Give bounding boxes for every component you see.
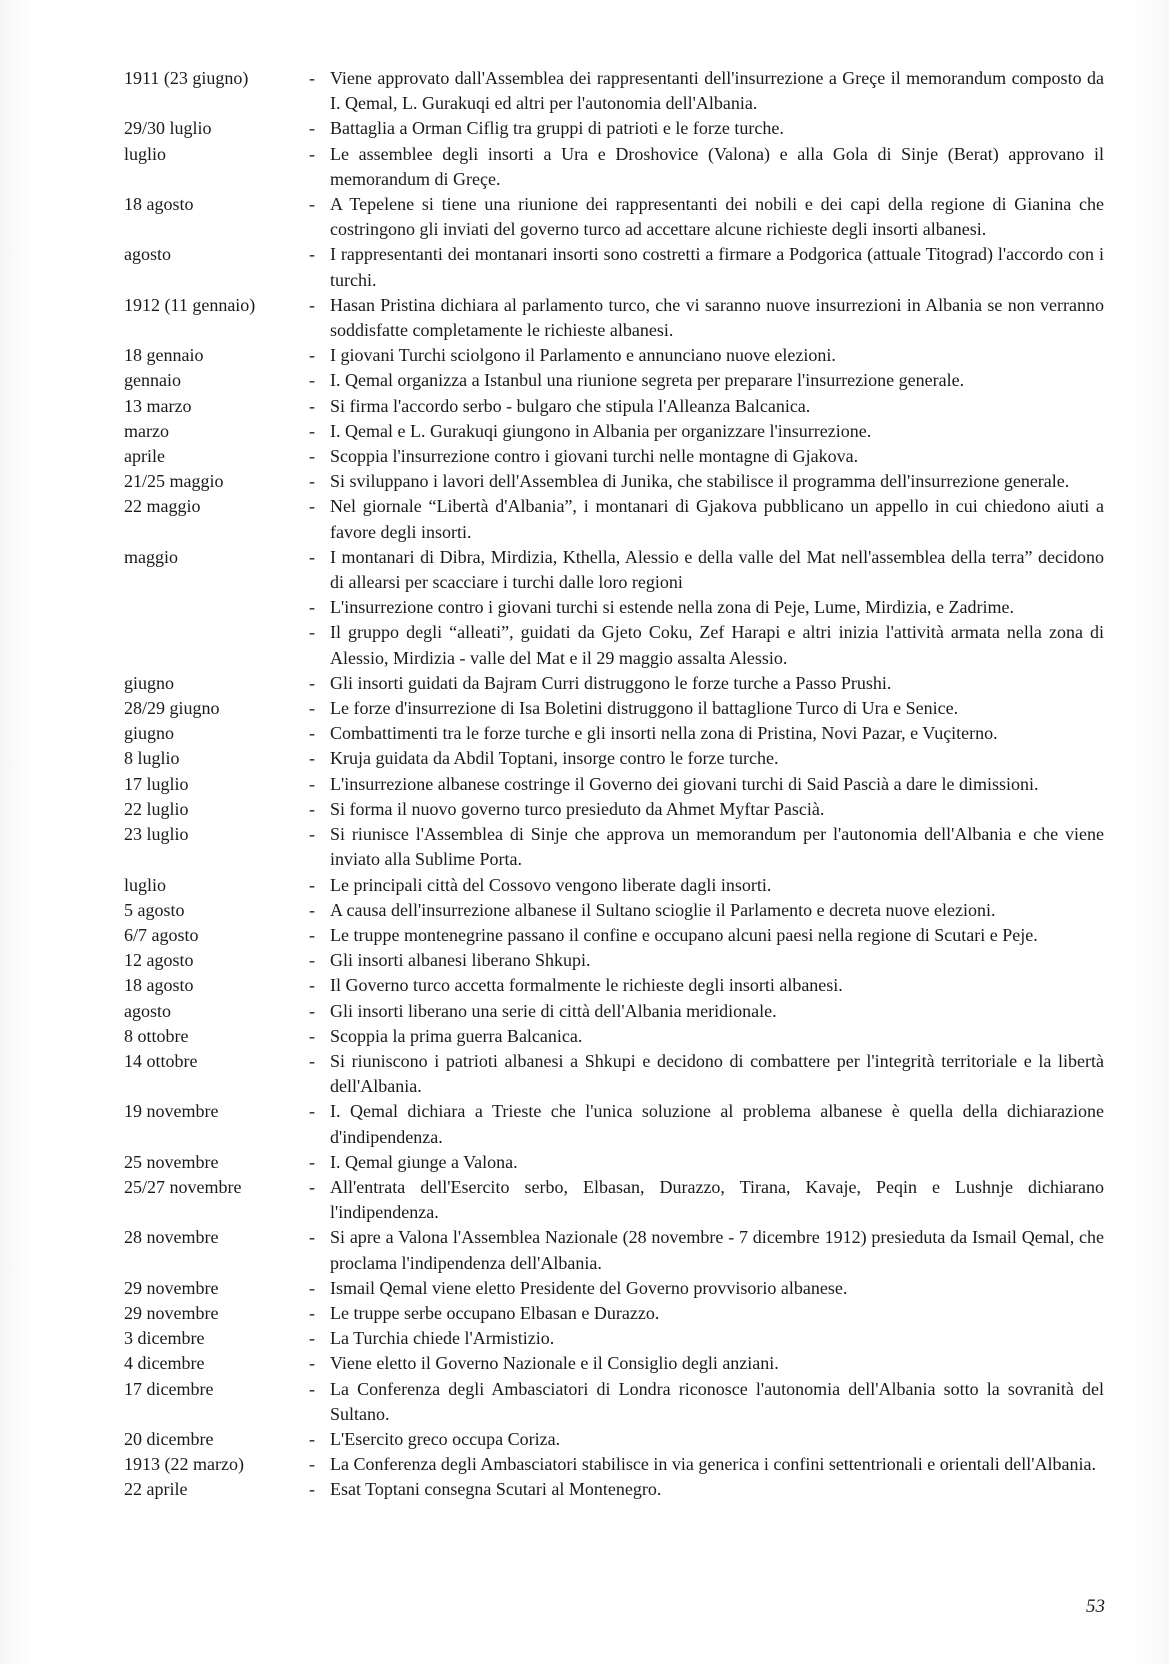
entry-text: Si riunisce l'Assemblea di Sinje che approva un memorandum per l'autonomia dell'Albania e che viene inviato alla Sublime Porta. xyxy=(330,824,1104,870)
timeline-entry xyxy=(124,1024,1104,1049)
entry-text: Si firma l'accordo serbo - bulgaro che stipula l'Alleanza Balcanica. xyxy=(330,395,811,416)
timeline-entry xyxy=(124,1326,1104,1351)
entry-date: 8 luglio xyxy=(124,748,180,769)
entry-dash: - xyxy=(309,294,315,315)
entry-dash: - xyxy=(309,345,315,366)
entry-dash: - xyxy=(309,118,315,139)
entry-text: Si riuniscono i patrioti albanesi a Shkupi e decidono di combattere per l'integrità territoriale e la libertà dell'Albania. xyxy=(330,1050,1104,1097)
entry-text: Le truppe montenegrine passano il confine e occupano alcuni paesi nella regione di Scutari e Peje. xyxy=(330,924,1038,945)
entry-dash: - xyxy=(309,194,315,215)
entry-dash: - xyxy=(309,370,315,391)
entry-dash: - xyxy=(309,420,315,441)
entry-date: 1913 (22 marzo) xyxy=(124,1454,244,1475)
timeline-entry xyxy=(124,999,1104,1024)
entry-date: 6/7 agosto xyxy=(124,924,199,945)
timeline-entry xyxy=(124,192,1104,242)
entry-date: 1912 (11 gennaio) xyxy=(124,294,256,315)
timeline-entry xyxy=(124,898,1104,923)
entry-date: maggio xyxy=(124,546,178,567)
entry-text: I. Qemal organizza a Istanbul una riunione segreta per preparare l'insurrezione generale. xyxy=(330,370,965,391)
timeline-entry xyxy=(124,293,1104,343)
timeline-entry xyxy=(124,66,1104,116)
entry-dash: - xyxy=(309,1000,315,1021)
entry-text: Gli insorti liberano una serie di città dell'Albania meridionale. xyxy=(330,1000,777,1021)
entry-text: L'Esercito greco occupa Coriza. xyxy=(330,1428,561,1449)
entry-date: marzo xyxy=(124,420,169,441)
entry-text: Battaglia a Orman Ciflig tra gruppi di patrioti e le forze turche. xyxy=(330,118,784,139)
entry-text: La Conferenza degli Ambasciatori di Londra riconosce l'autonomia dell'Albania sotto la sovranità del Sultano. xyxy=(330,1378,1104,1424)
timeline-entry xyxy=(124,1225,1104,1275)
entry-date: 29 novembre xyxy=(124,1277,219,1298)
entry-text: All'entrata dell'Esercito serbo, Elbasan, Durazzo, Tirana, Kavaje, Peqin e Lushnje dichiarano l'indipendenza. xyxy=(330,1176,1104,1223)
entry-date: 3 dicembre xyxy=(124,1328,205,1349)
entry-date: 25 novembre xyxy=(124,1151,219,1172)
entry-dash: - xyxy=(309,1302,315,1323)
timeline-entry xyxy=(124,1099,1104,1149)
timeline-entry xyxy=(124,1427,1104,1452)
entry-date: 19 novembre xyxy=(124,1101,219,1122)
entry-dash: - xyxy=(309,1277,315,1298)
timeline-entry xyxy=(124,797,1104,822)
entry-dash: - xyxy=(309,1378,315,1399)
timeline-entry xyxy=(124,948,1104,973)
entry-dash: - xyxy=(309,622,315,643)
timeline-entry xyxy=(124,494,1104,544)
entry-text: Le assemblee degli insorti a Ura e Droshovice (Valona) e alla Gola di Sinje (Berat) approvano il memorandum di Greçe. xyxy=(330,143,1104,189)
entry-text: Viene eletto il Governo Nazionale e il Consiglio degli anziani. xyxy=(330,1353,779,1374)
entry-date: 22 maggio xyxy=(124,496,201,517)
entry-dash: - xyxy=(309,597,315,618)
entry-dash: - xyxy=(309,975,315,996)
timeline-entry xyxy=(124,1049,1104,1099)
entry-date: 4 dicembre xyxy=(124,1353,205,1374)
entry-dash: - xyxy=(309,546,315,567)
timeline-entry xyxy=(124,394,1104,419)
entry-date: aprile xyxy=(124,446,165,467)
timeline-entry xyxy=(124,671,1104,696)
chronology-list xyxy=(124,66,1104,1503)
entry-text: Hasan Pristina dichiara al parlamento turco, che vi saranno nuove insurrezioni in Albania se non verranno soddisfatte completamente le richieste albanesi. xyxy=(330,294,1104,341)
timeline-entry xyxy=(124,444,1104,469)
entry-date: giugno xyxy=(124,672,175,693)
timeline-entry xyxy=(124,419,1104,444)
timeline-entry xyxy=(124,721,1104,746)
entry-date: 18 agosto xyxy=(124,194,194,215)
timeline-entry xyxy=(124,772,1104,797)
entry-date: agosto xyxy=(124,1000,171,1021)
entry-text: Si apre a Valona l'Assemblea Nazionale (28 novembre - 7 dicembre 1912) presieduta da Ismail Qemal, che proclama l'indipendenza dell'Albania. xyxy=(330,1227,1104,1273)
entry-date: 12 agosto xyxy=(124,950,194,971)
entry-date: 1911 (23 giugno) xyxy=(124,68,249,88)
entry-date: agosto xyxy=(124,244,171,265)
timeline-entry xyxy=(124,822,1104,872)
entry-text: I rappresentanti dei montanari insorti sono costretti a firmare a Podgorica (attuale Titograd) l'accordo con i turchi. xyxy=(330,244,1104,290)
entry-dash: - xyxy=(309,1479,315,1500)
entry-date: 21/25 maggio xyxy=(124,471,224,492)
entry-date: luglio xyxy=(124,143,167,164)
entry-text: I giovani Turchi sciolgono il Parlamento e annunciano nuove elezioni. xyxy=(330,345,836,366)
entry-date: 18 gennaio xyxy=(124,345,204,366)
entry-dash: - xyxy=(309,824,315,845)
timeline-entry xyxy=(124,116,1104,141)
entry-dash: - xyxy=(309,1428,315,1449)
entry-text: I. Qemal e L. Gurakuqi giungono in Albania per organizzare l'insurrezione. xyxy=(330,420,872,441)
entry-date: 22 luglio xyxy=(124,798,189,819)
entry-dash: - xyxy=(309,1025,315,1046)
entry-text: Il Governo turco accetta formalmente le richieste degli insorti albanesi. xyxy=(330,975,843,996)
entry-dash: - xyxy=(309,1050,315,1071)
timeline-entry xyxy=(124,1477,1104,1502)
entry-dash: - xyxy=(309,899,315,920)
timeline-entry xyxy=(124,1452,1104,1477)
entry-dash: - xyxy=(309,496,315,517)
timeline-entry xyxy=(124,368,1104,393)
timeline-entry xyxy=(124,595,1104,620)
entry-dash: - xyxy=(309,68,315,88)
timeline-entry xyxy=(124,746,1104,771)
entry-dash: - xyxy=(309,874,315,895)
entry-text: A causa dell'insurrezione albanese il Sultano scioglie il Parlamento e decreta nuove elezioni. xyxy=(330,899,996,920)
entry-dash: - xyxy=(309,748,315,769)
entry-text: Combattimenti tra le forze turche e gli insorti nella zona di Pristina, Novi Pazar, e Vuçiterno. xyxy=(330,723,998,744)
entry-dash: - xyxy=(309,773,315,794)
entry-dash: - xyxy=(309,672,315,693)
entry-text: Gli insorti guidati da Bajram Curri distruggono le forze turche a Passo Prushi. xyxy=(330,672,892,693)
entry-dash: - xyxy=(309,698,315,719)
entry-dash: - xyxy=(309,244,315,265)
entry-text: Le principali città del Cossovo vengono liberate dagli insorti. xyxy=(330,874,772,895)
timeline-entry xyxy=(124,1150,1104,1175)
entry-date: 5 agosto xyxy=(124,899,185,920)
timeline-entry xyxy=(124,242,1104,292)
entry-dash: - xyxy=(309,1151,315,1172)
timeline-entry xyxy=(124,1175,1104,1225)
entry-date: 22 aprile xyxy=(124,1479,188,1500)
entry-text: L'insurrezione albanese costringe il Governo dei giovani turchi di Said Pascià a dare le dimissioni. xyxy=(330,773,1039,794)
entry-text: Nel giornale “Libertà d'Albania”, i montanari di Gjakova pubblicano un appello in cui chiedono aiuti a favore degli insorti. xyxy=(330,496,1104,542)
entry-date: 28 novembre xyxy=(124,1227,219,1248)
entry-date: 20 dicembre xyxy=(124,1428,214,1449)
entry-date: 8 ottobre xyxy=(124,1025,189,1046)
entry-text: Ismail Qemal viene eletto Presidente del Governo provvisorio albanese. xyxy=(330,1277,848,1298)
entry-text: Il gruppo degli “alleati”, guidati da Gjeto Coku, Zef Harapi e altri inizia l'attività armata nella zona di Alessio, Mirdizia - valle del Mat e il 29 maggio assalta Alessio. xyxy=(330,622,1104,668)
timeline-entry xyxy=(124,142,1104,192)
entry-date: 14 ottobre xyxy=(124,1050,198,1071)
timeline-entry xyxy=(124,343,1104,368)
entry-dash: - xyxy=(309,1328,315,1349)
entry-dash: - xyxy=(309,395,315,416)
entry-text: Viene approvato dall'Assemblea dei rappresentanti dell'insurrezione a Greçe il memorandum composto da I. Qemal, L. Gurakuqi ed altri per l'autonomia dell'Albania. xyxy=(330,68,1104,114)
entry-date: 25/27 novembre xyxy=(124,1176,242,1197)
timeline-entry xyxy=(124,1276,1104,1301)
entry-dash: - xyxy=(309,1176,315,1197)
entry-text: Scoppia la prima guerra Balcanica. xyxy=(330,1025,583,1046)
entry-date: 13 marzo xyxy=(124,395,192,416)
entry-dash: - xyxy=(309,798,315,819)
entry-text: Si forma il nuovo governo turco presieduto da Ahmet Myftar Pascià. xyxy=(330,798,825,819)
entry-text: Si sviluppano i lavori dell'Assemblea di Junika, che stabilisce il programma dell'insurrezione generale. xyxy=(330,471,1070,492)
timeline-entry xyxy=(124,873,1104,898)
entry-dash: - xyxy=(309,723,315,744)
timeline-entry xyxy=(124,923,1104,948)
entry-dash: - xyxy=(309,1227,315,1248)
entry-dash: - xyxy=(309,471,315,492)
timeline-entry xyxy=(124,545,1104,595)
timeline-entry xyxy=(124,1377,1104,1427)
entry-text: Esat Toptani consegna Scutari al Montenegro. xyxy=(330,1479,662,1500)
timeline-entry xyxy=(124,696,1104,721)
entry-date: gennaio xyxy=(124,370,181,391)
entry-date: 29 novembre xyxy=(124,1302,219,1323)
entry-date: 17 dicembre xyxy=(124,1378,214,1399)
timeline-entry xyxy=(124,973,1104,998)
entry-text: Scoppia l'insurrezione contro i giovani turchi nelle montagne di Gjakova. xyxy=(330,446,859,467)
entry-text: L'insurrezione contro i giovani turchi si estende nella zona di Peje, Lume, Mirdizia, e Zadrime. xyxy=(330,597,1015,618)
entry-date: 29/30 luglio xyxy=(124,118,212,139)
entry-date: 23 luglio xyxy=(124,824,189,845)
entry-date: 18 agosto xyxy=(124,975,194,996)
entry-dash: - xyxy=(309,1454,315,1475)
timeline-entry xyxy=(124,620,1104,670)
entry-text: I. Qemal giunge a Valona. xyxy=(330,1151,518,1172)
entry-text: Kruja guidata da Abdil Toptani, insorge contro le forze turche. xyxy=(330,748,779,769)
timeline-entry xyxy=(124,1301,1104,1326)
entry-text: La Turchia chiede l'Armistizio. xyxy=(330,1328,555,1349)
timeline-entry xyxy=(124,469,1104,494)
entry-text: Gli insorti albanesi liberano Shkupi. xyxy=(330,950,591,971)
entry-dash: - xyxy=(309,143,315,164)
entry-dash: - xyxy=(309,446,315,467)
entry-text: La Conferenza degli Ambasciatori stabilisce in via generica i confini settentrionali e orientali dell'Albania. xyxy=(330,1454,1096,1475)
entry-date: 17 luglio xyxy=(124,773,189,794)
timeline-entry xyxy=(124,1351,1104,1376)
entry-date: giugno xyxy=(124,723,175,744)
entry-dash: - xyxy=(309,1101,315,1122)
entry-dash: - xyxy=(309,924,315,945)
entry-text: I. Qemal dichiara a Trieste che l'unica soluzione al problema albanese è quella della dichiarazione d'indipendenza. xyxy=(330,1101,1104,1147)
entry-dash: - xyxy=(309,950,315,971)
entry-date: 28/29 giugno xyxy=(124,698,220,719)
entry-text: I montanari di Dibra, Mirdizia, Kthella, Alessio e della valle del Mat nell'assemblea della terra” decidono di allearsi per scacciare i turchi dalle loro regioni xyxy=(330,546,1104,593)
entry-text: A Tepelene si tiene una riunione dei rappresentanti dei nobili e dei capi della regione di Gianina che costringono gli inviati del governo turco ad accettare alcune richieste degli insorti albanesi. xyxy=(330,194,1104,240)
entry-text: Le truppe serbe occupano Elbasan e Durazzo. xyxy=(330,1302,660,1323)
entry-text: Le forze d'insurrezione di Isa Boletini distruggono il battaglione Turco di Ura e Senice. xyxy=(330,698,959,719)
entry-date: luglio xyxy=(124,874,167,895)
entry-dash: - xyxy=(309,1353,315,1374)
page-number: 53 xyxy=(1086,1596,1105,1617)
